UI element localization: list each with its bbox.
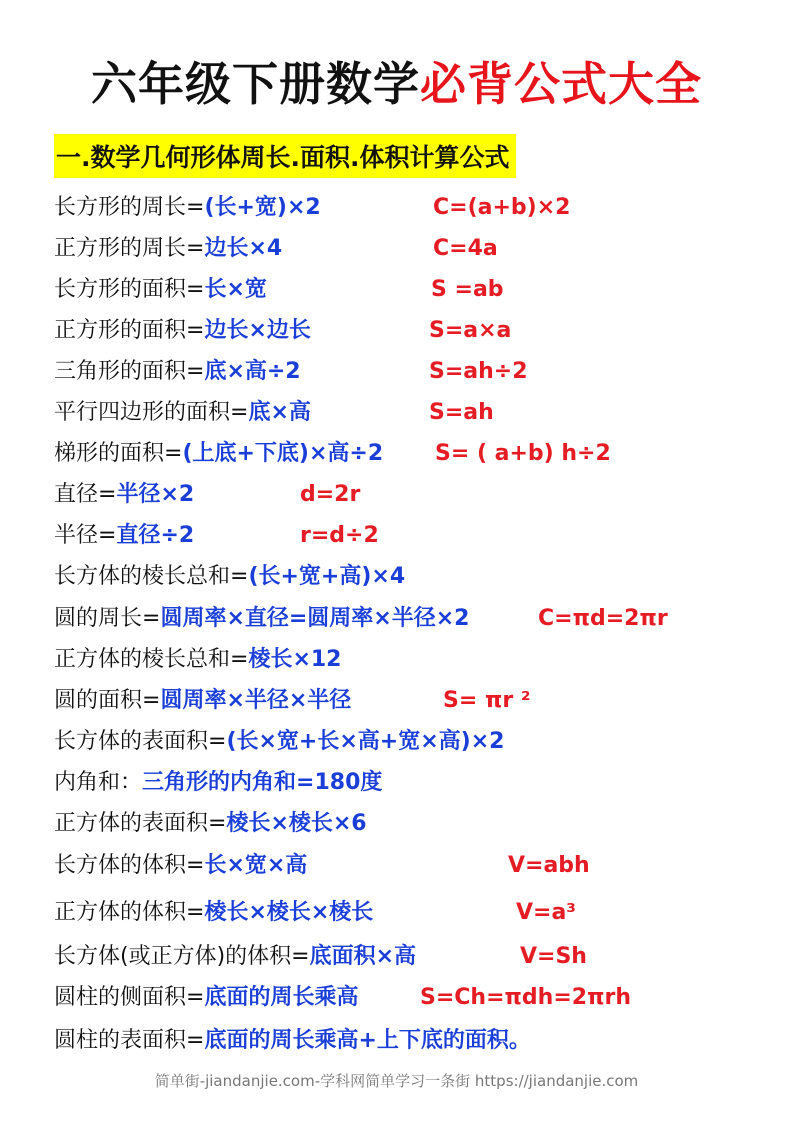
formula-row	[54, 561, 405, 593]
formula-label: 内角和：	[54, 770, 143, 795]
formula-label: 长方体的棱长总和=	[54, 564, 249, 589]
formula-label: 直径=	[54, 482, 117, 507]
formula-label: 圆的面积=	[54, 688, 161, 713]
formula-row	[54, 685, 351, 717]
formula-label: 正方形的面积=	[54, 318, 205, 343]
formula-symbolic: V=a³	[516, 900, 576, 925]
formula-value: (长+宽+高)×4	[248, 564, 406, 589]
formula-value: (上底+下底)×高÷2	[182, 441, 384, 466]
formula-row	[54, 897, 373, 929]
formula-label: 三角形的面积=	[54, 359, 205, 384]
formula-value: 直径÷2	[116, 523, 195, 548]
formula-value: 边长×边长	[204, 318, 311, 343]
formula-label: 半径=	[54, 523, 117, 548]
formula-label: 圆柱的侧面积=	[54, 985, 205, 1010]
formula-symbolic: S =ab	[431, 277, 504, 302]
formula-symbolic: r=d÷2	[300, 523, 379, 548]
formula-label: 长方体的表面积=	[54, 729, 227, 754]
formula-label: 正方体的表面积=	[54, 811, 227, 836]
formula-row	[54, 767, 382, 799]
formula-value: 半径×2	[116, 482, 195, 507]
formula-row	[54, 479, 194, 511]
formula-label: 长方形的周长=	[54, 195, 205, 220]
formula-label: 梯形的面积=	[54, 441, 183, 466]
formula-symbolic: C=4a	[433, 236, 498, 261]
formula-value: 棱长×棱长×棱长	[204, 900, 374, 925]
formula-value: 三角形的内角和=180度	[142, 770, 383, 795]
page-title	[0, 48, 793, 114]
formula-label: 长方形的面积=	[54, 277, 205, 302]
formula-label: 正方形的周长=	[54, 236, 205, 261]
formula-value: 边长×4	[204, 236, 283, 261]
formula-value: 底面的周长乘高	[204, 985, 359, 1010]
formula-value: 长×宽	[204, 277, 267, 302]
formula-row	[54, 274, 267, 306]
formula-symbolic: S=ah÷2	[429, 359, 528, 384]
formula-row	[54, 520, 194, 552]
formula-symbolic: S= ( a+b) h÷2	[435, 441, 611, 466]
formula-row	[54, 438, 383, 470]
formula-row	[54, 603, 469, 635]
formula-symbolic: S=Ch=πdh=2πrh	[420, 985, 631, 1010]
formula-symbolic: C=(a+b)×2	[433, 195, 571, 220]
formula-row	[54, 356, 301, 388]
formula-row	[54, 941, 416, 973]
formula-row	[54, 850, 307, 882]
formula-row	[54, 192, 321, 224]
formula-label: 正方体的棱长总和=	[54, 647, 249, 672]
formula-symbolic: d=2r	[300, 482, 361, 507]
formula-row	[54, 233, 282, 265]
formula-value: 底面积×高	[309, 944, 417, 969]
formula-value: 圆周率×直径=圆周率×半径×2	[160, 606, 470, 631]
formula-symbolic: V=Sh	[520, 944, 587, 969]
formula-value: 底面的周长乘高+上下底的面积。	[204, 1028, 531, 1053]
formula-row	[54, 644, 342, 676]
formula-value: 棱长×12	[248, 647, 342, 672]
formula-row	[54, 726, 504, 758]
formula-value: 棱长×棱长×6	[226, 811, 367, 836]
section-heading: 一.数学几何形体周长.面积.体积计算公式	[54, 134, 516, 178]
formula-row	[54, 315, 311, 347]
formula-value: (长×宽+长×高+宽×高)×2	[226, 729, 505, 754]
formula-symbolic: S= πr ²	[443, 688, 531, 713]
formula-symbolic: S=ah	[429, 400, 494, 425]
formula-label: 长方体的体积=	[54, 853, 205, 878]
formula-value: 圆周率×半径×半径	[160, 688, 352, 713]
formula-label: 长方体(或正方体)的体积=	[54, 944, 310, 969]
formula-symbolic: S=a×a	[429, 318, 512, 343]
footer-watermark: 简单街-jiandanjie.com-学科网简单学习一条街 https://jiandanjie.com	[154, 1072, 639, 1090]
formula-label: 正方体的体积=	[54, 900, 205, 925]
formula-row	[54, 808, 367, 840]
formula-value: 底×高	[248, 400, 311, 425]
formula-row	[54, 397, 311, 429]
formula-row	[54, 1025, 531, 1057]
formula-symbolic: V=abh	[508, 853, 590, 878]
formula-label: 圆的周长=	[54, 606, 161, 631]
formula-label: 圆柱的表面积=	[54, 1028, 205, 1053]
formula-value: 底×高÷2	[204, 359, 301, 384]
formula-row	[54, 982, 358, 1014]
formula-value: (长+宽)×2	[204, 195, 321, 220]
formula-symbolic: C=πd=2πr	[538, 606, 668, 631]
title-red-part: 必背公式大全	[420, 57, 702, 111]
title-black-part: 六年级下册数学	[91, 57, 420, 111]
formula-label: 平行四边形的面积=	[54, 400, 249, 425]
formula-value: 长×宽×高	[204, 853, 308, 878]
